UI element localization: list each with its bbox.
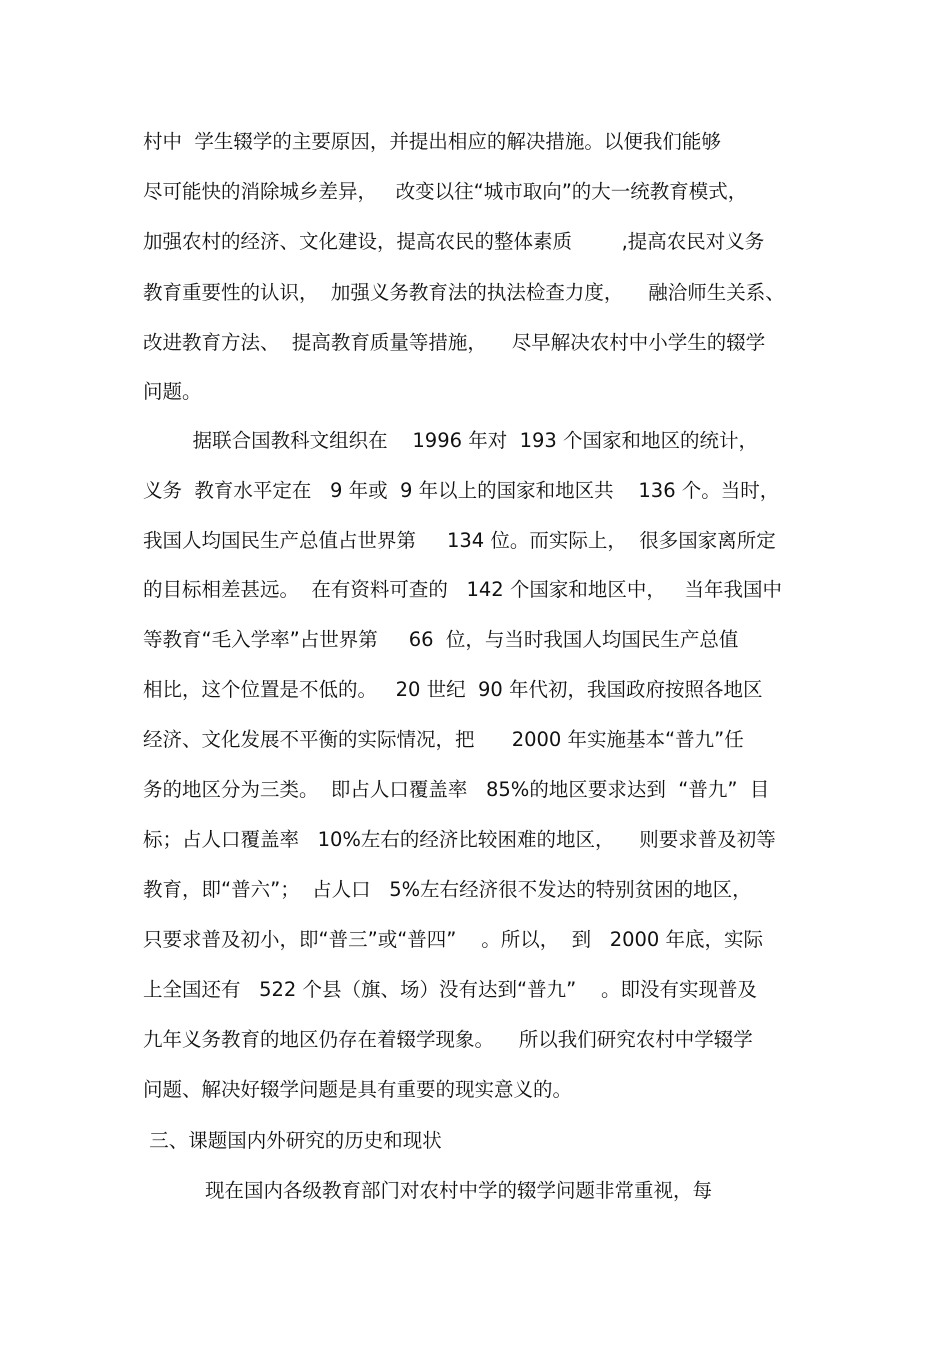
- text-line: 的目标相差甚远。 在有资料可查的 142 个国家和地区中， 当年我国中: [143, 578, 783, 601]
- text-line: 尽可能快的消除城乡差异， 改变以往“城市取向”的大一统教育模式，: [143, 180, 748, 203]
- text-line: 据联合国教科文组织在 1996 年对 193 个国家和地区的统计，: [143, 429, 759, 452]
- text-line: 务的地区分为三类。 即占人口覆盖率 85%的地区要求达到 “普九” 目: [143, 778, 770, 801]
- text-line: 教育重要性的认识， 加强义务教育法的执法检查力度， 融洽师生关系、: [143, 281, 785, 304]
- text-line: 问题、解决好辍学问题是具有重要的现实意义的。: [143, 1078, 573, 1101]
- text-line: 我国人均国民生产总值占世界第 134 位。而实际上， 很多国家离所定: [143, 529, 776, 552]
- text-line: 村中 学生辍学的主要原因，并提出相应的解决措施。以便我们能够: [143, 130, 721, 153]
- text-line: 加强农村的经济、文化建设，提高农民的整体素质 ,提高农民对义务: [143, 230, 765, 253]
- text-line: 相比，这个位置是不低的。 20 世纪 90 年代初，我国政府按照各地区: [143, 678, 763, 701]
- text-line: 九年义务教育的地区仍存在着辍学现象。 所以我们研究农村中学辍学: [143, 1028, 753, 1051]
- text-line: 经济、文化发展不平衡的实际情况，把 2000 年实施基本“普九”任: [143, 728, 744, 751]
- text-line: 问题。: [143, 380, 202, 403]
- text-line: 上全国还有 522 个县（旗、场）没有达到“普九” 。即没有实现普及: [143, 978, 758, 1001]
- text-line: 义务 教育水平定在 9 年或 9 年以上的国家和地区共 136 个。当时，: [143, 479, 780, 502]
- text-line: 现在国内各级教育部门对农村中学的辍学问题非常重视，每: [143, 1179, 712, 1202]
- section-heading: 三、课题国内外研究的历史和现状: [143, 1129, 442, 1152]
- text-line: 等教育“毛入学率”占世界第 66 位，与当时我国人均国民生产总值: [143, 628, 739, 651]
- text-line: 只要求普及初小，即“普三”或“普四” 。所以， 到 2000 年底，实际: [143, 928, 764, 951]
- text-line: 改进教育方法、 提高教育质量等措施， 尽早解决农村中小学生的辍学: [143, 331, 766, 354]
- text-line: 标；占人口覆盖率 10%左右的经济比较困难的地区， 则要求普及初等: [143, 828, 776, 851]
- text-line: 教育，即“普六”； 占人口 5%左右经济很不发达的特别贫困的地区，: [143, 878, 752, 901]
